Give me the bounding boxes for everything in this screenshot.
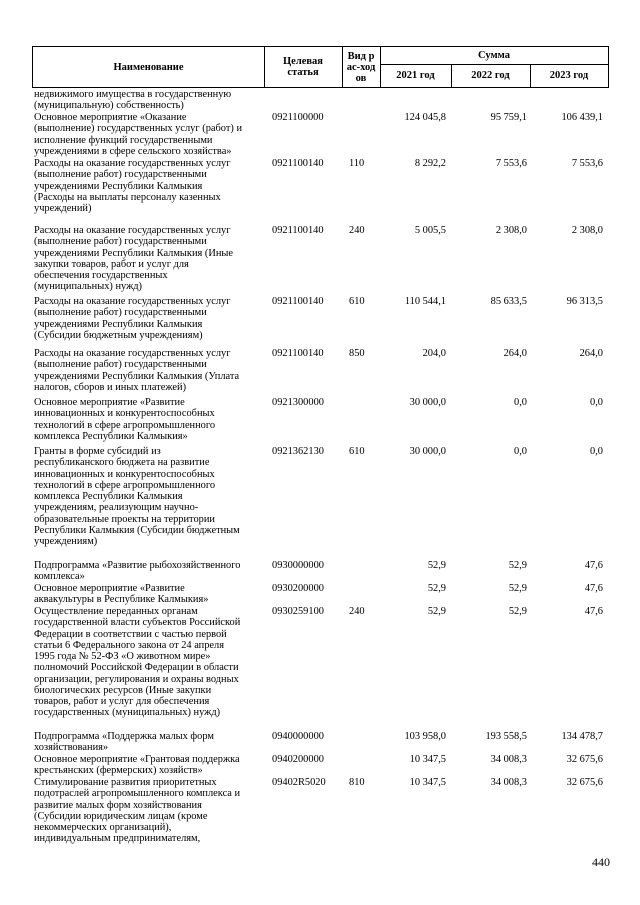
row-code: 0930000000 bbox=[272, 560, 324, 571]
row-name: Основное мероприятие «Развитие аквакультуры в Республике Калмыкия» bbox=[34, 583, 209, 606]
row-code: 0930200000 bbox=[272, 583, 324, 594]
row-sum-2023: 47,6 bbox=[584, 560, 603, 571]
header-code: Целевая статья bbox=[283, 56, 323, 78]
row-code: 0940200000 bbox=[272, 754, 324, 765]
row-sum-2022: 34 008,3 bbox=[490, 777, 527, 788]
row-name: Подпрограмма «Поддержка малых форм хозяйствования» bbox=[34, 731, 214, 754]
row-sum-2021: 30 000,0 bbox=[409, 397, 446, 408]
row-name: Расходы на оказание государственных услуг (выполнение работ) государственными учреждениями Республики Калмыкия (Расходы на выплаты персоналу казенных учреждений) bbox=[34, 158, 231, 214]
row-name: Расходы на оказание государственных услуг (выполнение работ) государственными учреждениями Республики Калмыкия (Иные закупки товаров, работ и услуг для обеспечения государственных (муниципальных) нужд) bbox=[34, 225, 234, 293]
row-sum-2023: 264,0 bbox=[579, 348, 603, 359]
row-name: Гранты в форме субсидий из республиканского бюджета на развитие инновационных и конкурентоспособных технологий в сфере агропромышленного комплекса Республики Калмыкия учреждениям, реализующим научно- образовательные проекты на территории Республики Калмыкия (Субсидии бюджетным учреждениям) bbox=[34, 446, 240, 547]
row-vid: 850 bbox=[349, 348, 365, 359]
row-vid: 810 bbox=[349, 777, 365, 788]
row-name: Основное мероприятие «Оказание (выполнение) государственных услуг (работ) и исполнение функций государственными учреждениями в сфере сельского хозяйства» bbox=[34, 112, 243, 157]
table-header bbox=[32, 46, 609, 88]
row-sum-2023: 32 675,6 bbox=[566, 754, 603, 765]
row-sum-2021: 103 958,0 bbox=[404, 731, 446, 742]
row-name: Расходы на оказание государственных услуг (выполнение работ) государственными учреждениями Республики Калмыкия (Субсидии бюджетным учреждениям) bbox=[34, 296, 231, 341]
row-sum-2023: 47,6 bbox=[584, 583, 603, 594]
row-sum-2022: 0,0 bbox=[514, 446, 527, 457]
row-vid: 110 bbox=[349, 158, 365, 169]
row-sum-2022: 52,9 bbox=[508, 560, 527, 571]
row-sum-2021: 10 347,5 bbox=[409, 777, 446, 788]
row-vid: 610 bbox=[349, 446, 365, 457]
row-sum-2021: 52,9 bbox=[427, 606, 446, 617]
row-code: 09402R5020 bbox=[272, 777, 326, 788]
row-sum-2021: 124 045,8 bbox=[404, 112, 446, 123]
row-name: Стимулирование развития приоритетных подотраслей агропромышленного комплекса и развитие малых форм хозяйствования (Субсидии юридическим лицам (кроме некоммерческих организаций), индивидуальным предпринимателям, bbox=[34, 777, 241, 845]
row-sum-2022: 264,0 bbox=[503, 348, 527, 359]
row-sum-2021: 8 292,2 bbox=[414, 158, 446, 169]
row-sum-2021: 30 000,0 bbox=[409, 446, 446, 457]
page-number: 440 bbox=[592, 855, 610, 869]
header-2023: 2023 год bbox=[549, 70, 589, 81]
row-sum-2021: 5 005,5 bbox=[414, 225, 446, 236]
row-sum-2023: 96 313,5 bbox=[566, 296, 603, 307]
header-name: Наименование bbox=[113, 61, 184, 73]
row-name: Основное мероприятие «Грантовая поддержка крестьянских (фермерских) хозяйств» bbox=[34, 754, 240, 777]
row-code: 0930259100 bbox=[272, 606, 324, 617]
row-sum-2023: 7 553,6 bbox=[571, 158, 603, 169]
row-sum-2023: 47,6 bbox=[584, 606, 603, 617]
header-2021: 2021 год bbox=[396, 70, 435, 81]
row-sum-2022: 193 558,5 bbox=[485, 731, 527, 742]
row-vid: 240 bbox=[349, 225, 365, 236]
header-sum: Сумма bbox=[478, 50, 510, 61]
row-sum-2022: 2 308,0 bbox=[495, 225, 527, 236]
row-sum-2022: 0,0 bbox=[514, 397, 527, 408]
row-code: 0921300000 bbox=[272, 397, 324, 408]
row-sum-2023: 106 439,1 bbox=[561, 112, 603, 123]
row-sum-2021: 110 544,1 bbox=[404, 296, 446, 307]
row-sum-2022: 85 633,5 bbox=[490, 296, 527, 307]
row-sum-2022: 95 759,1 bbox=[490, 112, 527, 123]
row-sum-2021: 52,9 bbox=[427, 560, 446, 571]
row-code: 0921100140 bbox=[272, 158, 324, 169]
header-vid: Вид рас-ходов bbox=[346, 50, 376, 84]
row-name: Основное мероприятие «Развитие инновационных и конкурентоспособных технологий в сфере агропромышленного комплекса Республики Калмыкия» bbox=[34, 397, 216, 442]
row-sum-2022: 7 553,6 bbox=[495, 158, 527, 169]
row-sum-2021: 10 347,5 bbox=[409, 754, 446, 765]
row-code: 0921100140 bbox=[272, 225, 324, 236]
row-sum-2022: 52,9 bbox=[508, 583, 527, 594]
row-name: недвижимого имущества в государственную (муниципальную) собственность) bbox=[34, 89, 232, 112]
row-name: Расходы на оказание государственных услуг (выполнение работ) государственными учреждениями Республики Калмыкия (Уплата налогов, сборов и иных платежей) bbox=[34, 348, 240, 393]
row-code: 0921100000 bbox=[272, 112, 324, 123]
row-sum-2021: 52,9 bbox=[427, 583, 446, 594]
row-sum-2023: 0,0 bbox=[590, 397, 603, 408]
header-2022: 2022 год bbox=[471, 70, 510, 81]
row-code: 0921362130 bbox=[272, 446, 324, 457]
row-name: Осуществление переданных органам государственной власти субъектов Российской Федерации в соответствии с частью первой статьи 6 Федерального закона от 24 апреля 1995 года № 52-ФЗ «О животном мире» полномочий Российской Федерации в области организации, регулирования и охраны водных биологических ресурсов (Иные закупки товаров, работ и услуг для обеспечения государственных (муниципальных) нужд) bbox=[34, 606, 241, 719]
row-vid: 240 bbox=[349, 606, 365, 617]
row-sum-2021: 204,0 bbox=[422, 348, 446, 359]
row-code: 0940000000 bbox=[272, 731, 324, 742]
row-sum-2023: 0,0 bbox=[590, 446, 603, 457]
row-code: 0921100140 bbox=[272, 296, 324, 307]
row-sum-2022: 34 008,3 bbox=[490, 754, 527, 765]
row-sum-2022: 52,9 bbox=[508, 606, 527, 617]
row-code: 0921100140 bbox=[272, 348, 324, 359]
row-sum-2023: 32 675,6 bbox=[566, 777, 603, 788]
row-name: Подпрограмма «Развитие рыбохозяйственного комплекса» bbox=[34, 560, 241, 583]
row-sum-2023: 2 308,0 bbox=[571, 225, 603, 236]
row-vid: 610 bbox=[349, 296, 365, 307]
row-sum-2023: 134 478,7 bbox=[561, 731, 603, 742]
